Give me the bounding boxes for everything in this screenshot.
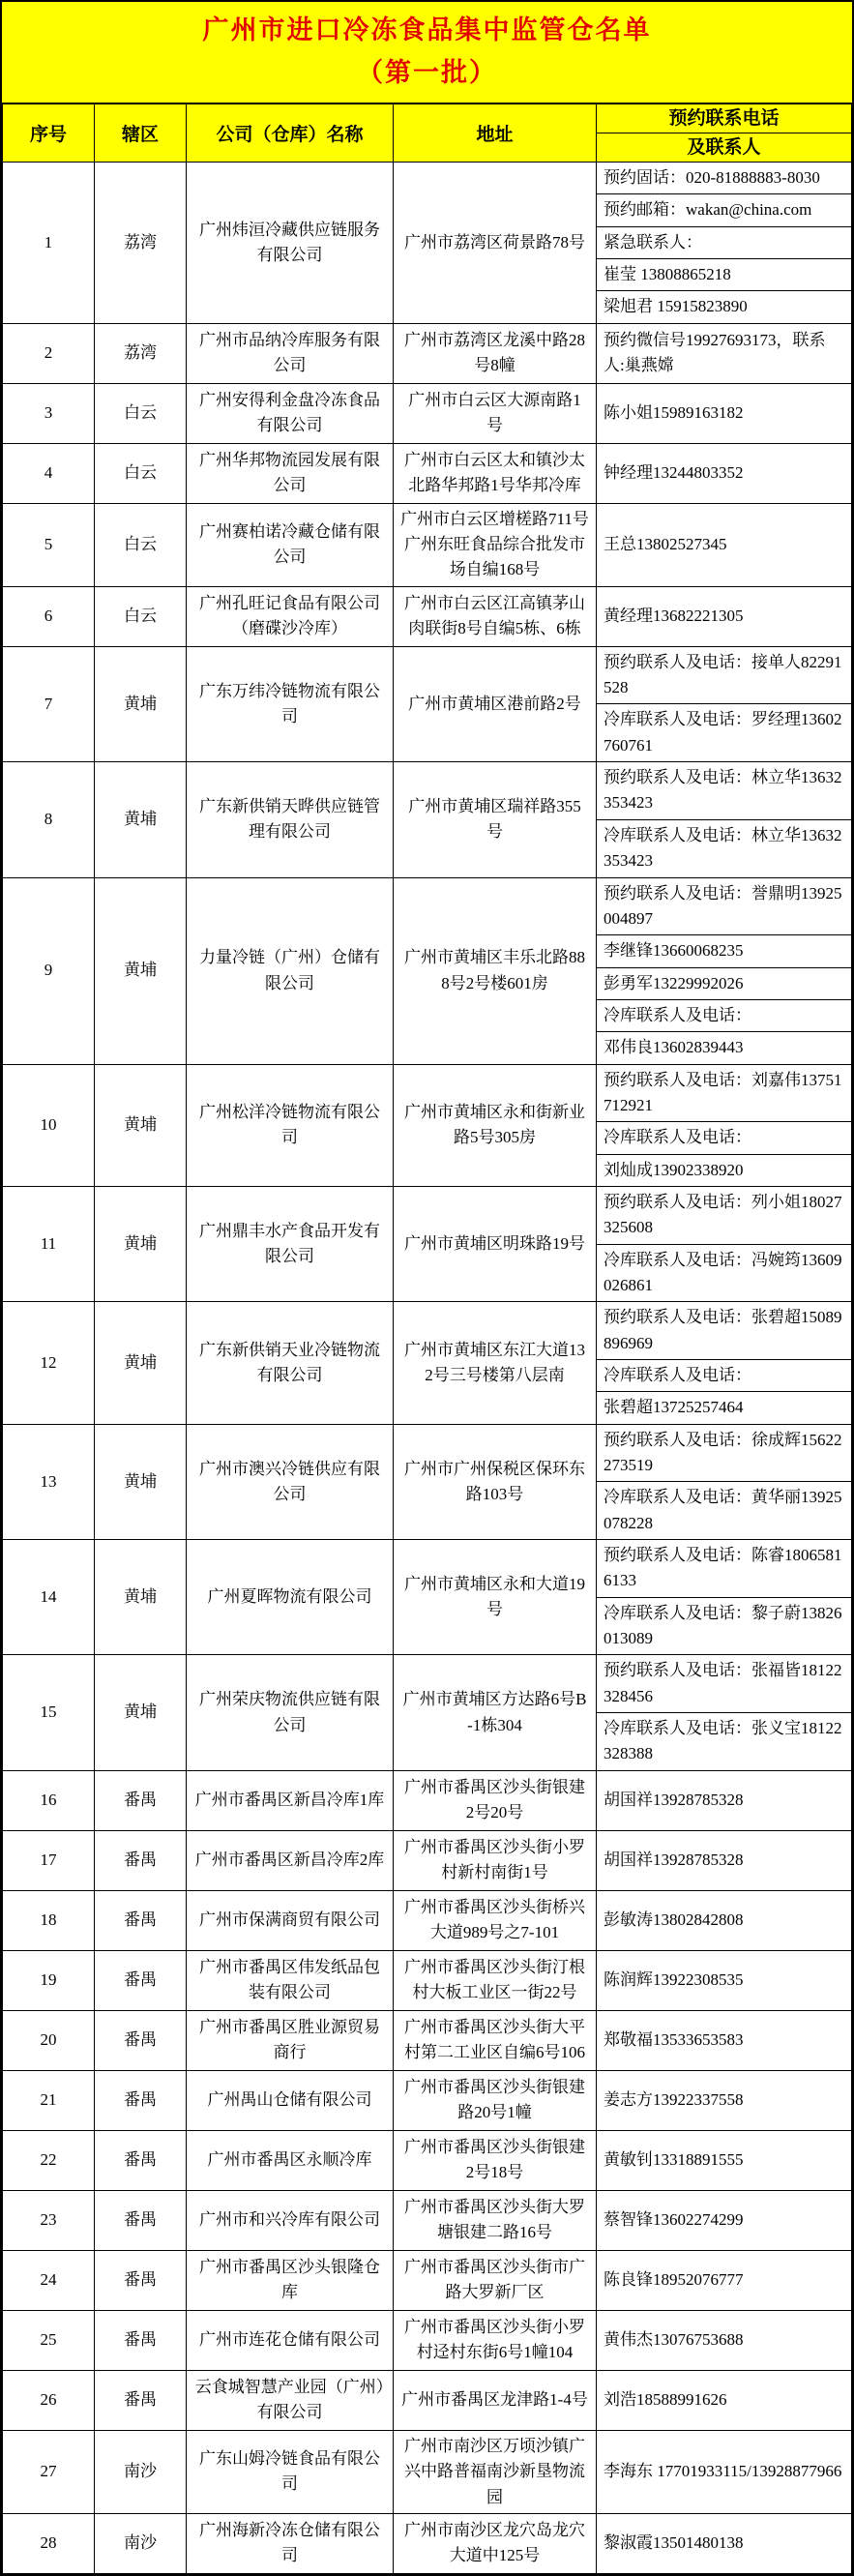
row-number: 2 bbox=[3, 323, 95, 383]
row-address: 广州市番禺区沙头街汀根村大板工业区一街22号 bbox=[394, 1950, 597, 2010]
row-district: 黄埔 bbox=[95, 1540, 187, 1655]
contact-line: 梁旭君 15915823890 bbox=[597, 290, 851, 322]
contact-stack bbox=[597, 1302, 851, 1423]
row-contact-cell bbox=[597, 877, 852, 1064]
contact-line: 预约微信号19927693173，联系人:巢燕嫦 bbox=[604, 330, 826, 375]
contact-line: 预约联系人及电话：徐成辉15622273519 bbox=[604, 1430, 842, 1475]
row-number: 6 bbox=[3, 586, 95, 646]
row-contact-cell bbox=[597, 586, 852, 646]
table-row bbox=[3, 1770, 852, 1830]
row-number: 18 bbox=[3, 1890, 95, 1950]
row-company-name: 广州市和兴冷库有限公司 bbox=[187, 2190, 394, 2250]
row-company-name: 广州市番禺区沙头银隆仓库 bbox=[187, 2250, 394, 2310]
contact-line: 冷库联系人及电话：罗经理13602760761 bbox=[597, 703, 851, 761]
title-line-1: 广州市进口冷冻食品集中监管仓名单 bbox=[202, 15, 652, 44]
contact-line: 郑敬福13533653583 bbox=[604, 2030, 744, 2050]
row-address: 广州市番禺区沙头街大罗塘银建二路16号 bbox=[394, 2190, 597, 2250]
contact-line: 预约联系人及电话：接单人82291528 bbox=[604, 652, 842, 697]
row-contact-cell bbox=[597, 2513, 852, 2573]
row-number: 5 bbox=[3, 503, 95, 586]
row-district: 番禺 bbox=[95, 1830, 187, 1890]
row-company-name: 广州赛柏诺冷藏仓储有限公司 bbox=[187, 503, 394, 586]
row-address: 广州市白云区太和镇沙太北路华邦路1号华邦冷库 bbox=[394, 443, 597, 503]
row-address: 广州市白云区增槎路711号广州东旺食品综合批发市场自编168号 bbox=[394, 503, 597, 586]
row-company-name: 广州荣庆物流供应链有限公司 bbox=[187, 1655, 394, 1770]
contact-stack bbox=[597, 1065, 851, 1186]
row-address: 广州市黄埔区丰乐北路888号2号楼601房 bbox=[394, 877, 597, 1064]
row-contact-cell bbox=[597, 1830, 852, 1890]
row-contact-cell bbox=[597, 1064, 852, 1186]
row-company-name: 广州市连花仓储有限公司 bbox=[187, 2310, 394, 2370]
row-contact-cell bbox=[597, 163, 852, 324]
table-row bbox=[3, 2250, 852, 2310]
row-address: 广州市黄埔区瑞祥路355号 bbox=[394, 762, 597, 877]
table-row bbox=[3, 163, 852, 324]
row-contact-cell bbox=[597, 762, 852, 877]
contact-line: 预约联系人及电话：列小姐18027325608 bbox=[604, 1192, 842, 1237]
row-address: 广州市南沙区龙穴岛龙穴大道中125号 bbox=[394, 2513, 597, 2573]
row-address: 广州市番禺区沙头街银建路20号1幢 bbox=[394, 2070, 597, 2130]
row-district: 番禺 bbox=[95, 1770, 187, 1830]
row-contact-cell bbox=[597, 2430, 852, 2513]
row-number: 22 bbox=[3, 2130, 95, 2190]
row-company-name: 广东山姆冷链食品有限公司 bbox=[187, 2430, 394, 2513]
row-company-name: 广州市品纳冷库服务有限公司 bbox=[187, 323, 394, 383]
contact-stack bbox=[597, 2456, 851, 2487]
table-row bbox=[3, 2190, 852, 2250]
contact-line: 预约固话：020-81888883-8030 bbox=[604, 168, 820, 187]
column-header-phone-line2: 及联系人 bbox=[687, 137, 761, 158]
row-district: 番禺 bbox=[95, 2130, 187, 2190]
row-number: 12 bbox=[3, 1302, 95, 1424]
row-district: 黄埔 bbox=[95, 1424, 187, 1539]
contact-stack bbox=[597, 2265, 851, 2295]
row-contact-cell bbox=[597, 1770, 852, 1830]
contact-line: 王总13802527345 bbox=[604, 535, 727, 554]
row-address: 广州市番禺区沙头街银建2号18号 bbox=[394, 2130, 597, 2190]
row-company-name: 广州夏晖物流有限公司 bbox=[187, 1540, 394, 1655]
row-district: 黄埔 bbox=[95, 762, 187, 877]
table-body bbox=[3, 163, 852, 2574]
row-contact-cell bbox=[597, 2250, 852, 2310]
row-address: 广州市番禺区沙头街小罗村新村南街1号 bbox=[394, 1830, 597, 1890]
table-row bbox=[3, 2310, 852, 2370]
table-row bbox=[3, 762, 852, 877]
contact-line: 冷库联系人及电话：冯婉筠13609026861 bbox=[597, 1244, 851, 1302]
row-district: 番禺 bbox=[95, 2070, 187, 2130]
row-number: 25 bbox=[3, 2310, 95, 2370]
contact-stack bbox=[597, 2025, 851, 2056]
row-number: 9 bbox=[3, 877, 95, 1064]
contact-line: 预约联系人及电话：林立华13632353423 bbox=[604, 768, 842, 813]
column-header-phone-line1: 预约联系电话 bbox=[597, 104, 851, 133]
row-contact-cell bbox=[597, 1424, 852, 1539]
column-header-company: 公司（仓库）名称 bbox=[187, 104, 394, 163]
row-contact-cell bbox=[597, 443, 852, 503]
contact-line: 黄伟杰13076753688 bbox=[604, 2330, 744, 2350]
row-district: 荔湾 bbox=[95, 323, 187, 383]
row-company-name: 广州市保满商贸有限公司 bbox=[187, 1890, 394, 1950]
row-contact-cell bbox=[597, 1655, 852, 1770]
contact-line: 预约联系人及电话：张福皆18122328456 bbox=[604, 1661, 842, 1705]
contact-stack bbox=[597, 1965, 851, 1996]
contact-stack bbox=[597, 1425, 851, 1539]
table-row bbox=[3, 2513, 852, 2573]
row-district: 南沙 bbox=[95, 2513, 187, 2573]
row-number: 19 bbox=[3, 1950, 95, 2010]
row-address: 广州市白云区江高镇茅山肉联街8号自编5栋、6栋 bbox=[394, 586, 597, 646]
table-row bbox=[3, 503, 852, 586]
row-district: 番禺 bbox=[95, 2190, 187, 2250]
contact-line: 冷库联系人及电话：黎子蔚13826013089 bbox=[597, 1597, 851, 1655]
table-row bbox=[3, 1830, 852, 1890]
contact-line: 张碧超13725257464 bbox=[597, 1391, 851, 1423]
row-company-name: 广州华邦物流园发展有限公司 bbox=[187, 443, 394, 503]
row-contact-cell bbox=[597, 2010, 852, 2070]
contact-stack bbox=[597, 1540, 851, 1654]
contact-line: 崔莹 13808865218 bbox=[597, 258, 851, 290]
row-district: 番禺 bbox=[95, 2310, 187, 2370]
table-row bbox=[3, 877, 852, 1064]
table-row bbox=[3, 586, 852, 646]
row-number: 24 bbox=[3, 2250, 95, 2310]
row-company-name: 广州市番禺区伟发纸品包装有限公司 bbox=[187, 1950, 394, 2010]
row-number: 21 bbox=[3, 2070, 95, 2130]
contact-line: 胡国祥13928785328 bbox=[604, 1851, 744, 1870]
contact-line: 冷库联系人及电话： bbox=[597, 1359, 851, 1391]
row-number: 28 bbox=[3, 2513, 95, 2573]
contact-line: 预约联系人及电话：张碧超15089896969 bbox=[604, 1308, 842, 1352]
row-number: 16 bbox=[3, 1770, 95, 1830]
column-header-no: 序号 bbox=[3, 104, 95, 163]
contact-line: 陈润辉13922308535 bbox=[604, 1970, 744, 1990]
document-title bbox=[2, 2, 852, 104]
row-address: 广州市黄埔区明珠路19号 bbox=[394, 1186, 597, 1301]
column-header-district: 辖区 bbox=[95, 104, 187, 163]
contact-line: 邓伟良13602839443 bbox=[597, 1031, 851, 1063]
contact-line: 钟经理13244803352 bbox=[604, 463, 744, 483]
contact-line: 黎淑霞13501480138 bbox=[604, 2533, 744, 2553]
row-district: 番禺 bbox=[95, 1890, 187, 1950]
row-contact-cell bbox=[597, 1950, 852, 2010]
row-company-name: 广州市番禺区新昌冷库1库 bbox=[187, 1770, 394, 1830]
row-address: 广州市番禺区沙头街大平村第二工业区自编6号106 bbox=[394, 2010, 597, 2070]
table-row bbox=[3, 383, 852, 443]
row-district: 荔湾 bbox=[95, 163, 187, 324]
row-company-name: 广东新供销天业冷链物流有限公司 bbox=[187, 1302, 394, 1424]
contact-stack bbox=[597, 2085, 851, 2116]
row-company-name: 广州市番禺区永顺冷库 bbox=[187, 2130, 394, 2190]
row-company-name: 广州鼎丰水产食品开发有限公司 bbox=[187, 1186, 394, 1301]
row-company-name: 云食城智慧产业园（广州）有限公司 bbox=[187, 2370, 394, 2430]
row-contact-cell bbox=[597, 1540, 852, 1655]
table-header-row bbox=[3, 104, 852, 163]
row-address: 广州市番禺区沙头街桥兴大道989号之7-101 bbox=[394, 1890, 597, 1950]
contact-line: 紧急联系人： bbox=[597, 226, 851, 258]
contact-line: 预约邮箱：wakan@china.com bbox=[597, 193, 851, 225]
table-row bbox=[3, 1064, 852, 1186]
contact-line: 冷库联系人及电话： bbox=[597, 999, 851, 1031]
table-row bbox=[3, 2370, 852, 2430]
row-district: 白云 bbox=[95, 383, 187, 443]
row-address: 广州市黄埔区港前路2号 bbox=[394, 646, 597, 761]
contact-line: 冷库联系人及电话：林立华13632353423 bbox=[597, 819, 851, 877]
row-company-name: 广东新供销天晔供应链管理有限公司 bbox=[187, 762, 394, 877]
table-row bbox=[3, 1655, 852, 1770]
row-address: 广州市黄埔区永和大道19号 bbox=[394, 1540, 597, 1655]
table-row bbox=[3, 2130, 852, 2190]
table-row bbox=[3, 2430, 852, 2513]
contact-line: 胡国祥13928785328 bbox=[604, 1791, 744, 1810]
row-address: 广州市荔湾区龙溪中路28号8幢 bbox=[394, 323, 597, 383]
row-district: 番禺 bbox=[95, 2250, 187, 2310]
table-row bbox=[3, 1890, 852, 1950]
table-row bbox=[3, 1950, 852, 2010]
row-number: 1 bbox=[3, 163, 95, 324]
row-company-name: 广州松洋冷链物流有限公司 bbox=[187, 1064, 394, 1186]
contact-line: 冷库联系人及电话：张义宝18122328388 bbox=[597, 1712, 851, 1770]
row-number: 7 bbox=[3, 646, 95, 761]
row-company-name: 广州市番禺区新昌冷库2库 bbox=[187, 1830, 394, 1890]
contact-stack bbox=[597, 2528, 851, 2559]
contact-stack bbox=[597, 398, 851, 429]
row-district: 南沙 bbox=[95, 2430, 187, 2513]
row-company-name: 广州孔旺记食品有限公司（磨碟沙冷库） bbox=[187, 586, 394, 646]
row-address: 广州市番禺区沙头街市广路大罗新厂区 bbox=[394, 2250, 597, 2310]
contact-line: 陈小姐15989163182 bbox=[604, 403, 744, 423]
row-company-name: 广州禺山仓储有限公司 bbox=[187, 2070, 394, 2130]
row-number: 17 bbox=[3, 1830, 95, 1890]
row-number: 26 bbox=[3, 2370, 95, 2430]
column-header-phone bbox=[597, 104, 852, 163]
row-district: 番禺 bbox=[95, 1950, 187, 2010]
contact-line: 预约联系人及电话：刘嘉伟13751712921 bbox=[604, 1070, 842, 1114]
table-row bbox=[3, 323, 852, 383]
row-district: 黄埔 bbox=[95, 1186, 187, 1301]
row-contact-cell bbox=[597, 646, 852, 761]
row-address: 广州市广州保税区保环东路103号 bbox=[394, 1424, 597, 1539]
contact-stack bbox=[597, 2145, 851, 2176]
contact-line: 姜志方13922337558 bbox=[604, 2090, 744, 2110]
table-row bbox=[3, 1302, 852, 1424]
row-contact-cell bbox=[597, 1890, 852, 1950]
row-number: 23 bbox=[3, 2190, 95, 2250]
contact-stack bbox=[597, 601, 851, 632]
row-address: 广州市黄埔区东江大道132号三号楼第八层南 bbox=[394, 1302, 597, 1424]
contact-line: 黄经理13682221305 bbox=[604, 607, 744, 626]
row-district: 黄埔 bbox=[95, 1302, 187, 1424]
contact-stack bbox=[597, 2324, 851, 2355]
row-company-name: 广州市番禺区胜业源贸易商行 bbox=[187, 2010, 394, 2070]
row-district: 白云 bbox=[95, 503, 187, 586]
row-address: 广州市荔湾区荷景路78号 bbox=[394, 163, 597, 324]
row-number: 14 bbox=[3, 1540, 95, 1655]
row-address: 广州市番禺区沙头街小罗村迳村东街6号1幢104 bbox=[394, 2310, 597, 2370]
contact-stack bbox=[597, 529, 851, 560]
row-contact-cell bbox=[597, 2190, 852, 2250]
contact-line: 彭勇军13229992026 bbox=[597, 967, 851, 999]
row-contact-cell bbox=[597, 2370, 852, 2430]
contact-stack bbox=[597, 1655, 851, 1769]
contact-line: 冷库联系人及电话：黄华丽13925078228 bbox=[597, 1481, 851, 1539]
contact-stack bbox=[597, 163, 851, 323]
row-district: 黄埔 bbox=[95, 1655, 187, 1770]
table-row bbox=[3, 2070, 852, 2130]
table-row bbox=[3, 646, 852, 761]
column-header-address: 地址 bbox=[394, 104, 597, 163]
row-contact-cell bbox=[597, 2130, 852, 2190]
contact-stack bbox=[597, 1905, 851, 1936]
row-number: 4 bbox=[3, 443, 95, 503]
row-district: 黄埔 bbox=[95, 646, 187, 761]
row-contact-cell bbox=[597, 2310, 852, 2370]
row-contact-cell bbox=[597, 383, 852, 443]
row-district: 白云 bbox=[95, 443, 187, 503]
row-address: 广州市黄埔区方达路6号B-1栋304 bbox=[394, 1655, 597, 1770]
row-address: 广州市南沙区万顷沙镇广兴中路普福南沙新垦物流园 bbox=[394, 2430, 597, 2513]
row-district: 番禺 bbox=[95, 2370, 187, 2430]
row-district: 白云 bbox=[95, 586, 187, 646]
row-number: 10 bbox=[3, 1064, 95, 1186]
contact-line: 预约联系人及电话：誉鼎明13925004897 bbox=[604, 883, 842, 928]
row-contact-cell bbox=[597, 323, 852, 383]
row-number: 20 bbox=[3, 2010, 95, 2070]
table-row bbox=[3, 443, 852, 503]
row-contact-cell bbox=[597, 1302, 852, 1424]
row-company-name: 广州炜洹冷藏供应链服务有限公司 bbox=[187, 163, 394, 324]
contact-stack bbox=[597, 2205, 851, 2235]
contact-stack bbox=[597, 1785, 851, 1816]
row-address: 广州市黄埔区永和街新业路5号305房 bbox=[394, 1064, 597, 1186]
contact-stack bbox=[597, 878, 851, 1064]
row-district: 番禺 bbox=[95, 2010, 187, 2070]
row-address: 广州市番禺区龙津路1-4号 bbox=[394, 2370, 597, 2430]
row-number: 3 bbox=[3, 383, 95, 443]
row-number: 27 bbox=[3, 2430, 95, 2513]
row-number: 13 bbox=[3, 1424, 95, 1539]
row-number: 8 bbox=[3, 762, 95, 877]
contact-line: 刘灿成13902338920 bbox=[597, 1154, 851, 1186]
contact-stack bbox=[597, 647, 851, 761]
contact-line: 冷库联系人及电话： bbox=[597, 1121, 851, 1153]
table-row bbox=[3, 1424, 852, 1539]
row-number: 15 bbox=[3, 1655, 95, 1770]
contact-stack bbox=[597, 1187, 851, 1301]
row-contact-cell bbox=[597, 2070, 852, 2130]
contact-line: 预约联系人及电话：陈睿18065816133 bbox=[604, 1546, 842, 1590]
table-row bbox=[3, 2010, 852, 2070]
contact-line: 李海东 17701933115/13928877966 bbox=[604, 2462, 842, 2481]
contact-stack bbox=[597, 458, 851, 489]
contact-line: 李继锋13660068235 bbox=[597, 934, 851, 966]
row-district: 黄埔 bbox=[95, 1064, 187, 1186]
row-address: 广州市白云区大源南路1号 bbox=[394, 383, 597, 443]
contact-line: 黄敏钊13318891555 bbox=[604, 2150, 744, 2170]
contact-stack bbox=[597, 325, 851, 382]
row-company-name: 广州海新冷冻仓储有限公司 bbox=[187, 2513, 394, 2573]
row-company-name: 广州市澳兴冷链供应有限公司 bbox=[187, 1424, 394, 1539]
row-number: 11 bbox=[3, 1186, 95, 1301]
row-district: 黄埔 bbox=[95, 877, 187, 1064]
row-address: 广州市番禺区沙头街银建2号20号 bbox=[394, 1770, 597, 1830]
row-contact-cell bbox=[597, 1186, 852, 1301]
warehouse-table bbox=[2, 104, 852, 2574]
row-company-name: 广东万纬冷链物流有限公司 bbox=[187, 646, 394, 761]
title-line-2: （第一批） bbox=[357, 58, 497, 87]
contact-stack bbox=[597, 1845, 851, 1876]
row-company-name: 力量冷链（广州）仓储有限公司 bbox=[187, 877, 394, 1064]
row-contact-cell bbox=[597, 503, 852, 586]
table-row bbox=[3, 1186, 852, 1301]
contact-line: 刘浩18588991626 bbox=[604, 2390, 727, 2410]
contact-line: 彭敏涛13802842808 bbox=[604, 1910, 744, 1930]
contact-stack bbox=[597, 2384, 851, 2415]
table-row bbox=[3, 1540, 852, 1655]
contact-line: 蔡智锋13602274299 bbox=[604, 2210, 744, 2230]
row-company-name: 广州安得利金盘冷冻食品有限公司 bbox=[187, 383, 394, 443]
contact-stack bbox=[597, 762, 851, 876]
contact-line: 陈良锋18952076777 bbox=[604, 2270, 744, 2290]
